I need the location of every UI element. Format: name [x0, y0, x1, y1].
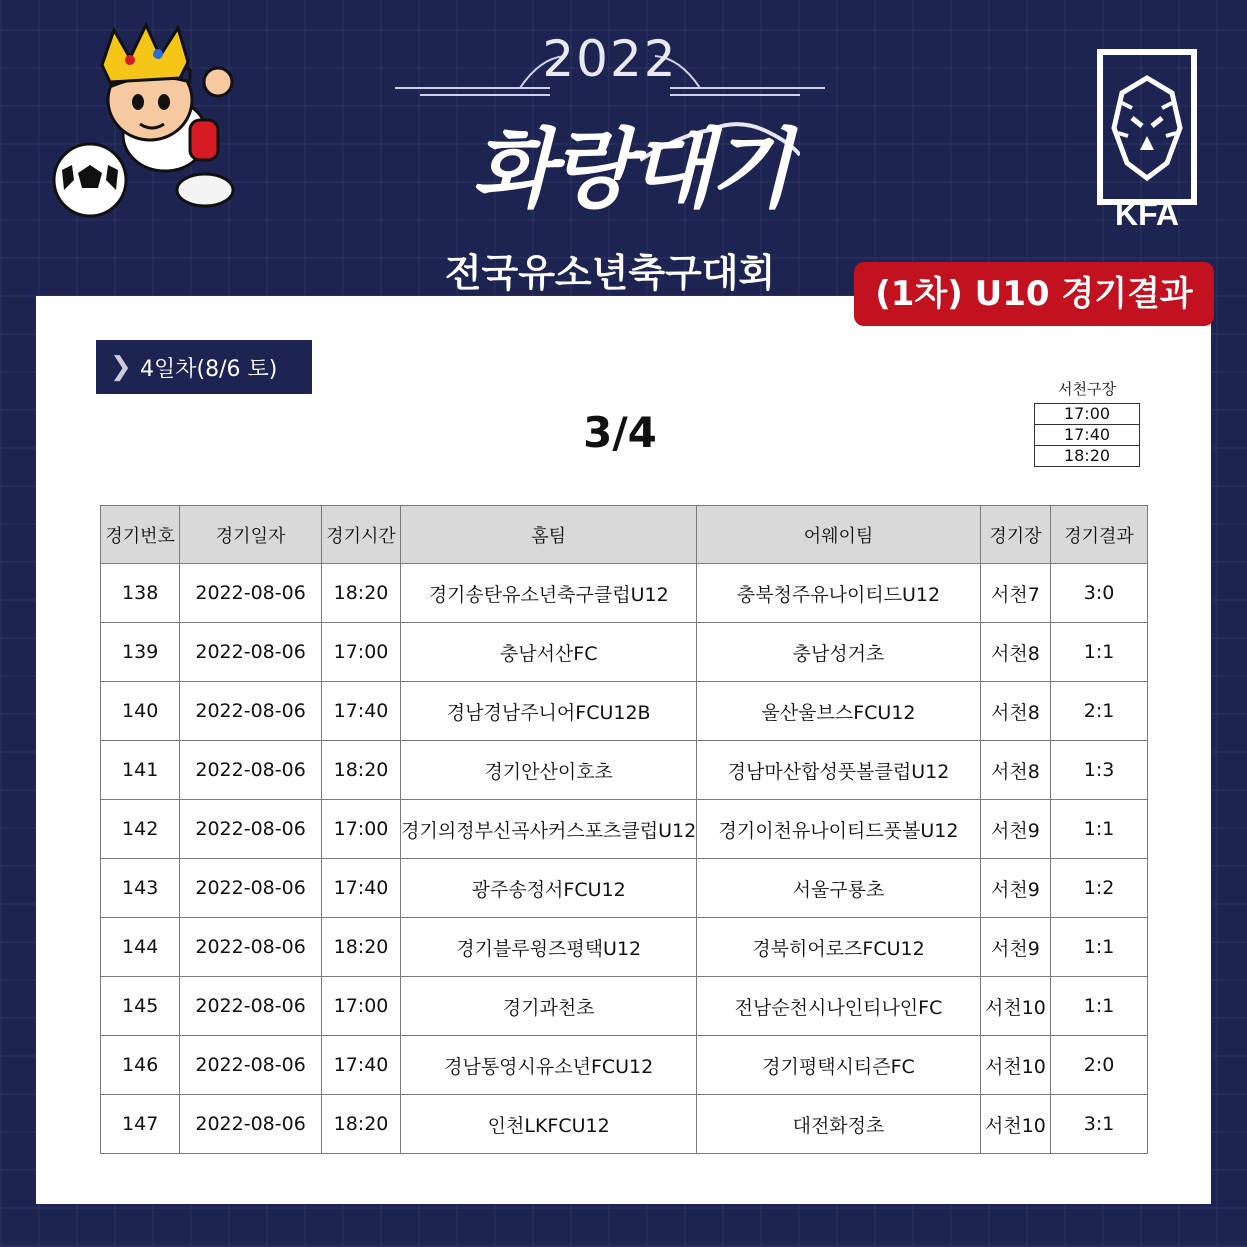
venue-cell: 서천9	[980, 918, 1050, 977]
home-team-cell: 경남통영시유소년FCU12	[401, 1036, 697, 1095]
venue-cell: 서천9	[980, 800, 1050, 859]
column-header-away-team: 어웨이팀	[697, 506, 981, 564]
date-cell: 2022-08-06	[180, 800, 322, 859]
venue-cell: 서천10	[980, 1036, 1050, 1095]
result-cell: 2:0	[1051, 1036, 1148, 1095]
kfa-label: KFA	[1115, 196, 1179, 232]
table-row	[101, 1095, 1148, 1154]
match-no-cell: 145	[101, 977, 180, 1036]
mascot-illustration	[40, 20, 240, 220]
time-cell: 18:20	[321, 1095, 400, 1154]
date-cell: 2022-08-06	[180, 564, 322, 623]
time-cell: 17:40	[321, 682, 400, 741]
away-team-cell: 전남순천시나인티나인FC	[697, 977, 981, 1036]
time-cell: 18:20	[321, 741, 400, 800]
column-header-date: 경기일자	[180, 506, 322, 564]
table-header-row	[101, 506, 1148, 564]
venue-times-box	[1034, 403, 1140, 467]
venue-cell: 서천8	[980, 623, 1050, 682]
match-no-cell: 141	[101, 741, 180, 800]
home-team-cell: 인천LKFCU12	[401, 1095, 697, 1154]
result-cell: 1:1	[1051, 800, 1148, 859]
venue-title: 서천구장	[1058, 380, 1116, 398]
venue-cell: 서천10	[980, 977, 1050, 1036]
home-team-cell: 경남경남주니어FCU12B	[401, 682, 697, 741]
day-label: 4일차(8/6 토)	[140, 356, 278, 382]
date-cell: 2022-08-06	[180, 682, 322, 741]
event-subtitle: 전국유소년축구대회	[444, 251, 776, 295]
away-team-cell: 충북청주유나이티드U12	[697, 564, 981, 623]
date-cell: 2022-08-06	[180, 918, 322, 977]
result-cell: 3:1	[1051, 1095, 1148, 1154]
result-cell: 1:3	[1051, 741, 1148, 800]
away-team-cell: 경남마산합성풋볼클럽U12	[697, 741, 981, 800]
venue-cell: 서천8	[980, 682, 1050, 741]
result-cell: 1:2	[1051, 859, 1148, 918]
chevron-right-icon: ❯	[110, 352, 132, 382]
away-team-cell: 서울구룡초	[697, 859, 981, 918]
venue-cell: 서천9	[980, 859, 1050, 918]
result-title-badge: (1차) U10 경기결과	[854, 262, 1214, 326]
home-team-cell: 경기송탄유소년축구클럽U12	[401, 564, 697, 623]
venue-time: 17:00	[1035, 404, 1139, 425]
table-row	[101, 918, 1148, 977]
match-no-cell: 146	[101, 1036, 180, 1095]
venue-cell: 서천7	[980, 564, 1050, 623]
venue-time: 18:20	[1063, 446, 1111, 465]
match-no-cell: 139	[101, 623, 180, 682]
away-team-cell: 울산울브스FCU12	[697, 682, 981, 741]
table-row	[101, 800, 1148, 859]
away-team-cell: 대전화정초	[697, 1095, 981, 1154]
time-cell: 17:40	[321, 859, 400, 918]
match-no-cell: 147	[101, 1095, 180, 1154]
time-cell: 18:20	[321, 918, 400, 977]
result-cell: 3:0	[1051, 564, 1148, 623]
date-cell: 2022-08-06	[180, 1095, 322, 1154]
table-row	[101, 682, 1148, 741]
time-cell: 17:00	[321, 800, 400, 859]
result-cell: 1:1	[1051, 918, 1148, 977]
column-header-match-no: 경기번호	[101, 506, 180, 564]
column-header-home-team: 홈팀	[401, 506, 697, 564]
home-team-cell: 경기블루윙즈평택U12	[401, 918, 697, 977]
table-row	[101, 1036, 1148, 1095]
event-year: 2022	[542, 30, 678, 88]
result-cell: 2:1	[1051, 682, 1148, 741]
away-team-cell: 경기평택시티즌FC	[697, 1036, 981, 1095]
time-cell: 17:40	[321, 1036, 400, 1095]
column-header-time: 경기시간	[321, 506, 400, 564]
column-header-result: 경기결과	[1051, 506, 1148, 564]
away-team-cell: 경북히어로즈FCU12	[697, 918, 981, 977]
venue-cell: 서천8	[980, 741, 1050, 800]
venue-cell: 서천10	[980, 1095, 1050, 1154]
result-cell: 1:1	[1051, 977, 1148, 1036]
table-row	[101, 564, 1148, 623]
venue-legend	[1034, 378, 1140, 467]
match-no-cell: 144	[101, 918, 180, 977]
date-cell: 2022-08-06	[180, 977, 322, 1036]
table-row	[101, 623, 1148, 682]
date-cell: 2022-08-06	[180, 741, 322, 800]
time-cell: 17:00	[321, 623, 400, 682]
result-cell: 1:1	[1051, 623, 1148, 682]
home-team-cell: 충남서산FC	[401, 623, 697, 682]
day-badge	[96, 340, 312, 394]
venue-time: 17:40	[1035, 425, 1139, 446]
home-team-cell: 광주송정서FCU12	[401, 859, 697, 918]
match-no-cell: 138	[101, 564, 180, 623]
column-header-venue: 경기장	[980, 506, 1050, 564]
table-row	[101, 977, 1148, 1036]
date-cell: 2022-08-06	[180, 623, 322, 682]
match-no-cell: 142	[101, 800, 180, 859]
table-row	[101, 859, 1148, 918]
match-no-cell: 140	[101, 682, 180, 741]
time-cell: 17:00	[321, 977, 400, 1036]
home-team-cell: 경기안산이호초	[401, 741, 697, 800]
time-cell: 18:20	[321, 564, 400, 623]
date-cell: 2022-08-06	[180, 1036, 322, 1095]
event-title: 화랑대기	[471, 119, 789, 220]
away-team-cell: 충남성거초	[697, 623, 981, 682]
away-team-cell: 경기이천유나이티드풋볼U12	[697, 800, 981, 859]
event-header	[390, 20, 830, 295]
match-no-cell: 143	[101, 859, 180, 918]
date-cell: 2022-08-06	[180, 859, 322, 918]
table-row	[101, 741, 1148, 800]
home-team-cell: 경기의정부신곡사커스포츠클럽U12	[401, 800, 697, 859]
home-team-cell: 경기과천초	[401, 977, 697, 1036]
page-indicator: 3/4	[583, 408, 657, 457]
results-table	[100, 505, 1148, 1154]
